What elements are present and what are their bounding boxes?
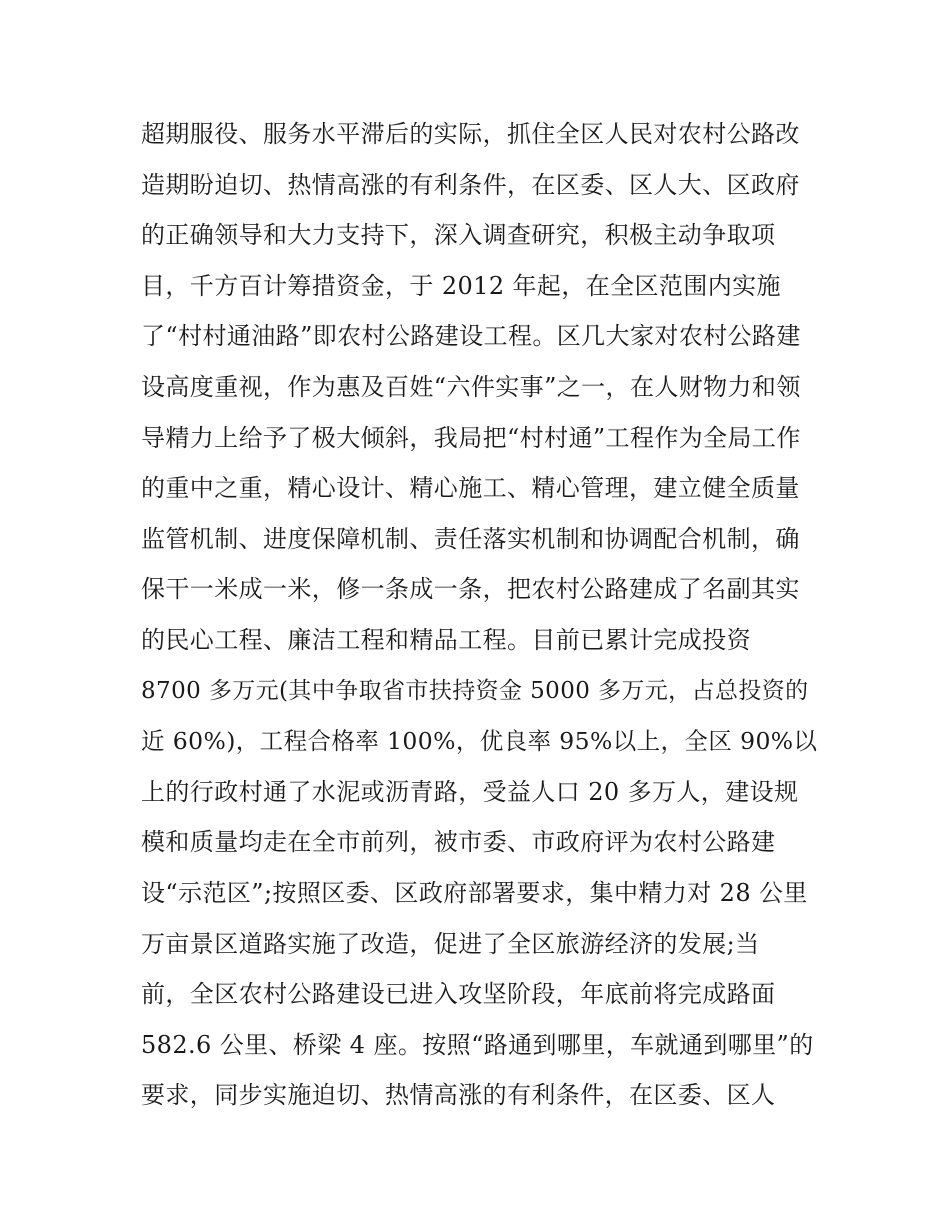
text-line-4: 目，千方百计筹措资金，于 2012 年起，在全区范围内实施 bbox=[141, 271, 781, 300]
text-line-17: 万亩景区道路实施了改造，促进了全区旅游经济的发展;当 bbox=[141, 929, 760, 958]
text-line-11: 的民心工程、廉洁工程和精品工程。目前已累计完成投资 bbox=[141, 625, 751, 654]
text-line-1: 超期服役、服务水平滞后的实际，抓住全区人民对农村公路改 bbox=[141, 120, 800, 148]
text-line-2: 造期盼迫切、热情高涨的有利条件，在区委、区人大、区政府 bbox=[141, 170, 800, 199]
text-line-20: 要求，同步实施迫切、热情高涨的有利条件，在区委、区人 bbox=[141, 1081, 776, 1110]
text-line-12: 8700 多万元(其中争取省市扶持资金 5000 多万元，占总投资的 bbox=[141, 677, 809, 704]
text-line-15: 模和质量均走在全市前列，被市委、市政府评为农村公路建 bbox=[141, 828, 776, 857]
text-line-9: 监管机制、进度保障机制、责任落实机制和协调配合机制，确 bbox=[141, 524, 800, 553]
text-line-6: 设高度重视，作为惠及百姓“六件实事”之一，在人财物力和领 bbox=[141, 372, 801, 401]
text-line-8: 的重中之重，精心设计、精心施工、精心管理，建立健全质量 bbox=[141, 474, 800, 503]
text-line-18: 前，全区农村公路建设已进入攻坚阶段，年底前将完成路面 bbox=[141, 980, 776, 1009]
text-line-14: 上的行政村通了水泥或沥青路，受益人口 20 多万人，建设规 bbox=[141, 777, 799, 806]
text-line-13: 近 60%)，工程合格率 100%，优良率 95%以上，全区 90%以 bbox=[141, 727, 818, 756]
body-text bbox=[141, 109, 821, 1121]
text-line-5: 了“村村通油路”即农村公路建设工程。区几大家对农村公路建 bbox=[141, 322, 801, 351]
text-line-7: 导精力上给予了极大倾斜，我局把“村村通”工程作为全局工作 bbox=[141, 423, 801, 452]
text-line-16: 设“示范区”;按照区委、区政府部署要求，集中精力对 28 公里 bbox=[141, 878, 808, 907]
text-line-3: 的正确领导和大力支持下，深入调查研究，积极主动争取项 bbox=[141, 221, 776, 250]
text-line-10: 保干一米成一米，修一条成一条，把农村公路建成了名副其实 bbox=[141, 575, 800, 604]
text-line-19: 582.6 公里、桥梁 4 座。按照“路通到哪里，车就通到哪里”的 bbox=[141, 1030, 814, 1059]
